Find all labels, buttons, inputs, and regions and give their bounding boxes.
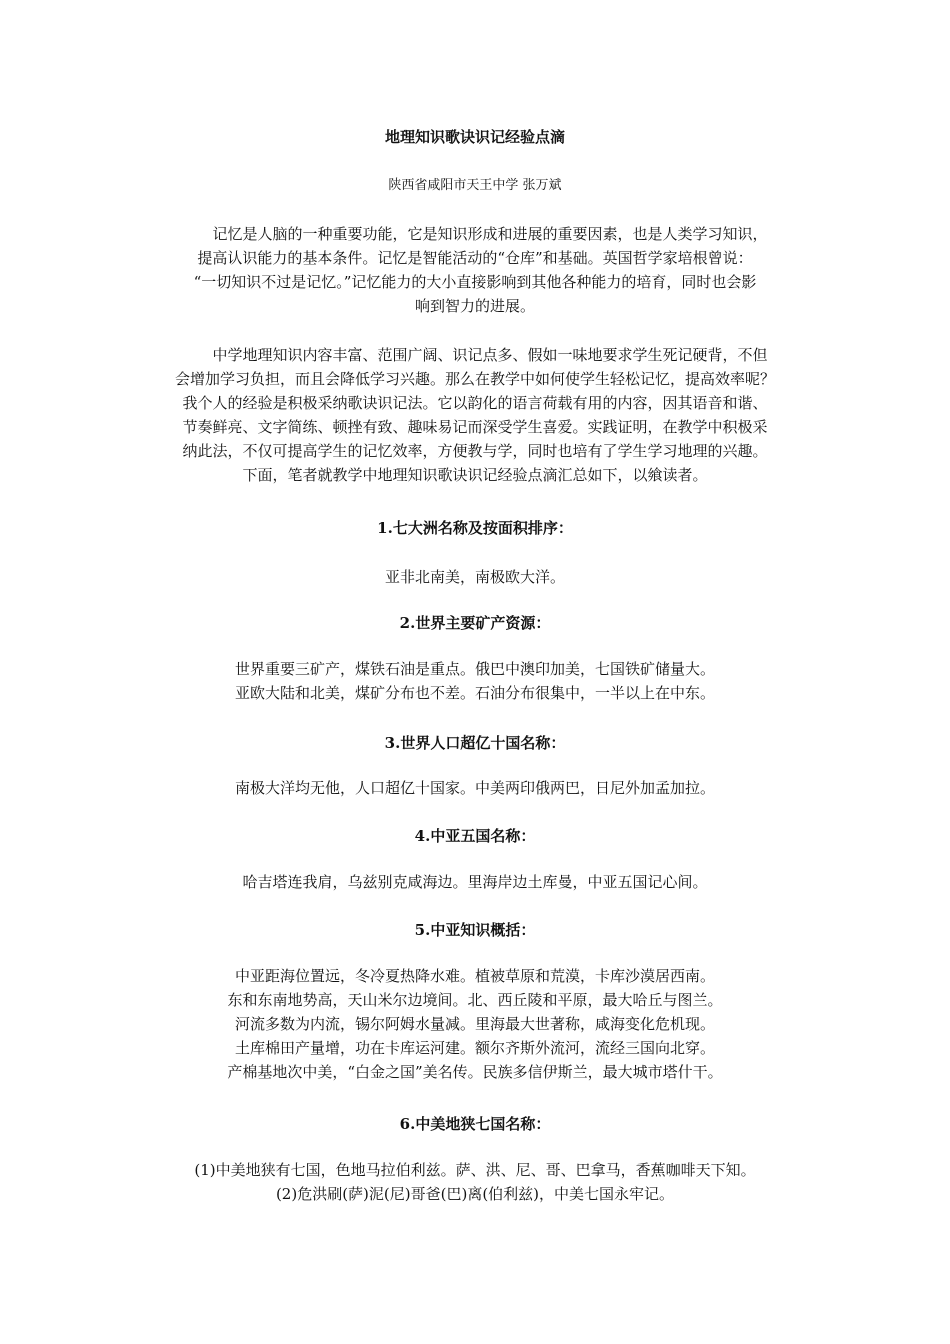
verse-line: 土库棉田产量增，功在卡库运河建。额尔齐斯外流河，流经三国向北穿。 xyxy=(234,1039,715,1057)
section-verse-4 xyxy=(0,870,950,894)
verse-line: 南极大洋均无他，人口超亿十国家。中美两印俄两巴，日尼外加孟加拉。 xyxy=(234,779,715,797)
verse-line: 河流多数为内流，锡尔阿姆水量减。里海最大世著称，咸海变化危机现。 xyxy=(234,1015,715,1033)
verse-line: 亚欧大陆和北美，煤矿分布也不差。石油分布很集中，一半以上在中东。 xyxy=(234,684,715,702)
intro-2-line: 我个人的经验是积极采纳歌诀识记法。它以韵化的语言荷载有用的内容，因其语音和谐、 xyxy=(182,394,768,412)
verse-line: (1)中美地狭有七国，色地马拉伯利兹。萨、洪、尼、哥、巴拿马，香蕉咖啡天下知。 xyxy=(194,1161,756,1179)
intro-1-line: 记忆是人脑的一种重要功能，它是知识形成和进展的重要因素，也是人类学习知识， xyxy=(182,225,768,243)
intro-1-line: 响到智力的进展。 xyxy=(414,297,535,315)
intro-paragraph-1 xyxy=(140,222,810,318)
intro-2-line: 中学地理知识内容丰富、范围广阔、识记点多、假如一味地要求学生死记硬背，不但 xyxy=(182,346,768,364)
verse-line: 产棉基地次中美，“白金之国”美名传。民族多信伊斯兰，最大城市塔什干。 xyxy=(227,1063,723,1081)
intro-2-line: 会增加学习负担，而且会降低学习兴趣。那么在教学中如何使学生轻松记忆，提高效率呢？ xyxy=(174,370,775,388)
intro-1-line: 提高认识能力的基本条件。记忆是智能活动的“仓库”和基础。英国哲学家培根曾说： xyxy=(197,249,753,267)
section-heading-4: 4.中亚五国名称： xyxy=(414,827,536,845)
section-verse-3 xyxy=(0,776,950,800)
verse-line: 亚非北南美，南极欧大洋。 xyxy=(384,568,565,586)
section-verse-6 xyxy=(0,1158,950,1206)
verse-line: 中亚距海位置远，冬冷夏热降水难。植被草原和荒漠，卡库沙漠居西南。 xyxy=(234,967,715,985)
section-heading-5: 5.中亚知识概括： xyxy=(414,921,536,939)
section-heading-1: 1.七大洲名称及按面积排序： xyxy=(377,519,573,537)
intro-2-line: 纳此法，不仅可提高学生的记忆效率，方便教与学，同时也培有了学生学习地理的兴趣。 xyxy=(182,442,768,460)
verse-line: 世界重要三矿产，煤铁石油是重点。俄巴中澳印加美，七国铁矿储量大。 xyxy=(234,660,715,678)
verse-line: 哈吉塔连我肩，乌兹别克咸海边。里海岸边土库曼，中亚五国记心间。 xyxy=(242,873,708,891)
intro-1-line: “一切知识不过是记忆。”记忆能力的大小直接影响到其他各种能力的培育，同时也会影 xyxy=(193,273,757,291)
document-author: 陕西省咸阳市天王中学 张万斌 xyxy=(388,178,562,193)
intro-paragraph-2 xyxy=(140,343,810,487)
section-verse-1 xyxy=(0,565,950,589)
section-verse-2 xyxy=(0,657,950,705)
document-title: 地理知识歌诀识记经验点滴 xyxy=(384,128,565,146)
verse-line: 东和东南地势高，天山米尔边境间。北、西丘陵和平原，最大哈丘与图兰。 xyxy=(227,991,723,1009)
section-verse-5 xyxy=(0,964,950,1084)
intro-2-line: 下面，笔者就教学中地理知识歌诀识记经验点滴汇总如下，以飨读者。 xyxy=(242,466,708,484)
section-heading-6: 6.中美地狭七国名称： xyxy=(399,1115,551,1133)
section-heading-3: 3.世界人口超亿十国名称： xyxy=(384,734,566,752)
section-heading-2: 2.世界主要矿产资源： xyxy=(399,614,551,632)
verse-line: (2)危洪刷(萨)泥(尼)哥爸(巴)离(伯利兹)，中美七国永牢记。 xyxy=(275,1185,675,1203)
intro-2-line: 节奏鲜亮、文字简练、顿挫有致、趣味易记而深受学生喜爱。实践证明，在教学中积极采 xyxy=(182,418,768,436)
